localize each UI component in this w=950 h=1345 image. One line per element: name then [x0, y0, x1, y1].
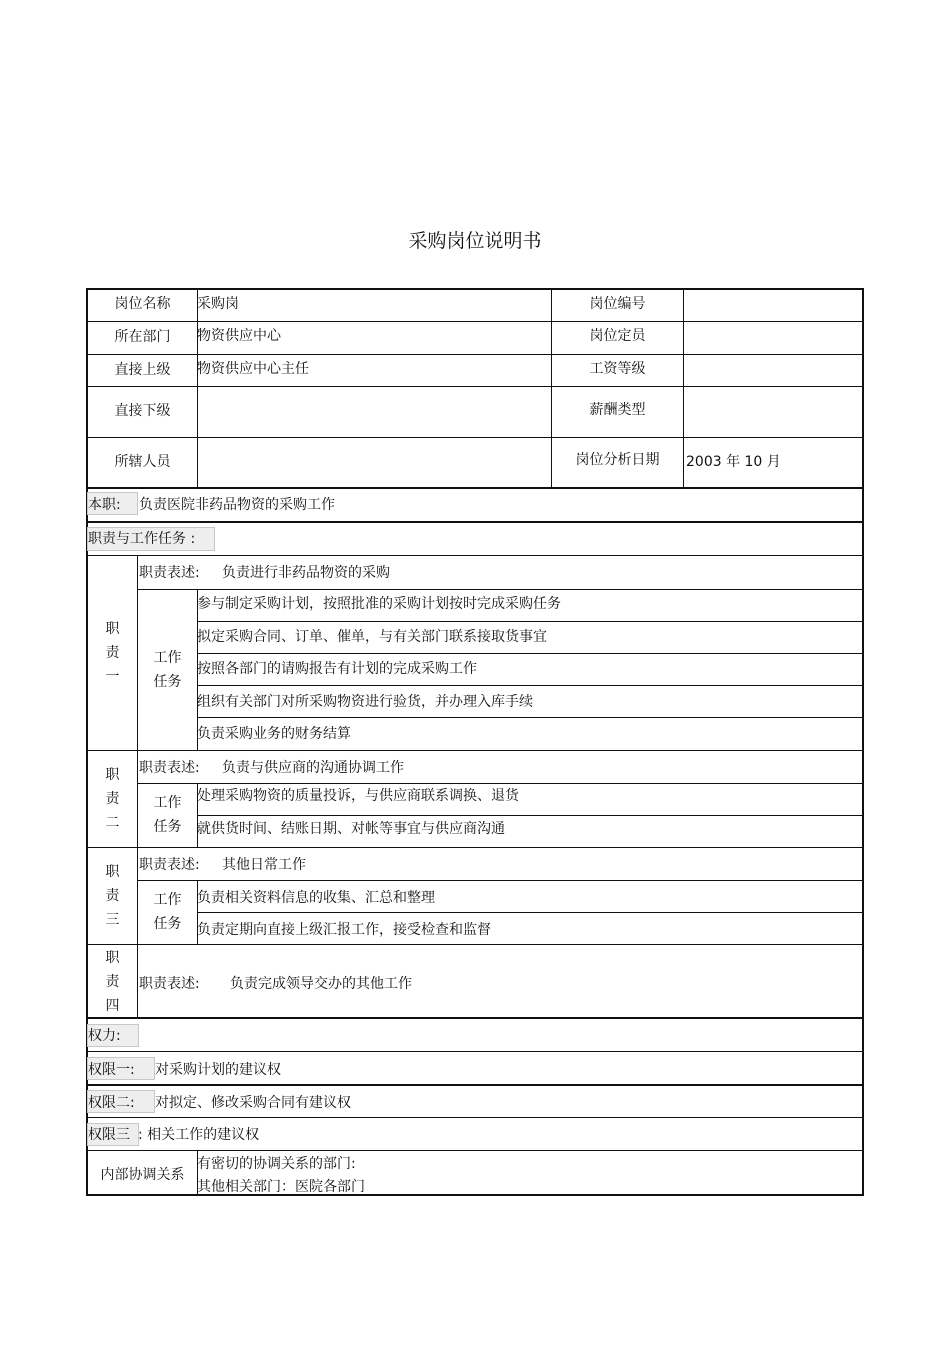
- duty-1-desc: 负责进行非药品物资的采购: [222, 565, 390, 581]
- pay-type-label: 薪酬类型: [589, 402, 646, 418]
- authority-2-label: 权限二:: [88, 1095, 135, 1111]
- authority-1-text: 对采购计划的建议权: [155, 1062, 281, 1078]
- duty-3-desc-label: 职责表述:: [139, 857, 200, 873]
- duty-1-task: 组织有关部门对所采购物资进行验货，并办理入库手续: [197, 694, 533, 710]
- duty-4-label: 职 责 四: [105, 950, 120, 1014]
- authority-2-text: 对拟定、修改采购合同有建议权: [155, 1095, 351, 1111]
- duty-4-desc: 负责完成领导交办的其他工作: [230, 976, 412, 992]
- duty-2-desc: 负责与供应商的沟通协调工作: [222, 760, 404, 776]
- post-name-value: 采购岗: [197, 296, 239, 312]
- duty-2-task-label: 工作 任务: [153, 795, 182, 835]
- authority-header: 权力:: [88, 1028, 121, 1044]
- duty-3-label: 职 责 三: [105, 864, 120, 928]
- post-name-label: 岗位名称: [114, 296, 171, 312]
- analysis-date-value: 2003 年 10 月: [686, 454, 781, 470]
- duty-1-task: 按照各部门的请购报告有计划的完成采购工作: [197, 661, 477, 677]
- duty-3-task: 负责定期向直接上级汇报工作，接受检查和监督: [197, 922, 491, 938]
- page-title: 采购岗位说明书: [408, 230, 542, 252]
- duty-2-label: 职 责 二: [105, 767, 120, 831]
- subordinate-label: 直接下级: [114, 403, 171, 419]
- main-duty-text: 负责医院非药品物资的采购工作: [139, 497, 335, 513]
- duty-2-task: 处理采购物资的质量投诉，与供应商联系调换、退货: [197, 788, 519, 804]
- dept-value: 物资供应中心: [197, 328, 281, 344]
- superior-label: 直接上级: [114, 362, 171, 378]
- duty-1-task: 负责采购业务的财务结算: [197, 726, 351, 742]
- coordination-line-1: 有密切的协调关系的部门:: [197, 1156, 356, 1172]
- analysis-date-label: 岗位分析日期: [575, 452, 660, 468]
- superior-value: 物资供应中心主任: [197, 361, 309, 377]
- headcount-label: 岗位定员: [589, 328, 646, 344]
- duties-header: 职责与工作任务 :: [88, 531, 196, 547]
- duty-2-task: 就供货时间、结账日期、对帐等事宜与供应商沟通: [197, 821, 505, 837]
- authority-1-label: 权限一:: [88, 1062, 135, 1078]
- main-duty-label: 本职:: [88, 497, 121, 513]
- duty-3-task: 负责相关资料信息的收集、汇总和整理: [197, 890, 435, 906]
- duty-3-desc: 其他日常工作: [222, 857, 306, 873]
- duty-4-desc-label: 职责表述:: [139, 976, 200, 992]
- grade-label: 工资等级: [589, 361, 646, 377]
- staff-label: 所辖人员: [114, 454, 171, 470]
- duty-1-task: 拟定采购合同、订单、催单，与有关部门联系接取货事宜: [197, 629, 547, 645]
- duty-1-task-label: 工作 任务: [153, 650, 182, 690]
- duty-2-desc-label: 职责表述:: [139, 760, 200, 776]
- coordination-label: 内部协调关系: [100, 1167, 185, 1183]
- duty-1-desc-label: 职责表述:: [139, 565, 200, 581]
- duty-1-label: 职 责 一: [105, 621, 120, 685]
- duty-3-task-label: 工作 任务: [153, 892, 182, 932]
- authority-3-label: 权限三: [88, 1127, 130, 1143]
- dept-label: 所在部门: [114, 329, 171, 345]
- post-no-label: 岗位编号: [589, 296, 646, 312]
- duty-1-task: 参与制定采购计划，按照批准的采购计划按时完成采购任务: [197, 596, 561, 612]
- coordination-line-2: 其他相关部门：医院各部门: [197, 1179, 365, 1195]
- authority-3-text: : 相关工作的建议权: [138, 1127, 260, 1143]
